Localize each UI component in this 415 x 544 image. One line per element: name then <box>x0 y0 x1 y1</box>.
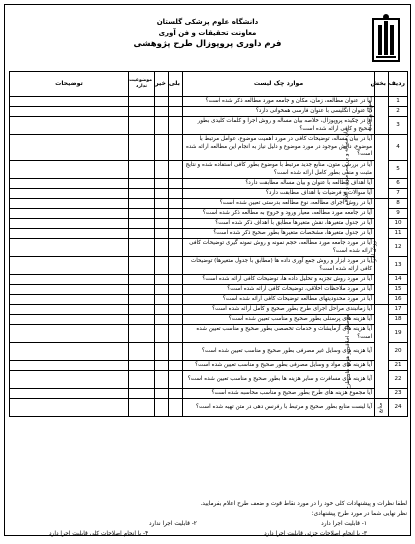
na-cell[interactable] <box>129 107 155 117</box>
notes-cell[interactable] <box>10 239 129 257</box>
checklist-item: آیا در مورد محدودیتهای مطالعه توضیحات کافی ارائه شده است؟ <box>183 295 375 305</box>
checklist-item: آیا هزینه های مواد و وسایل مصرفی بطور صحیح و مناسب تعیین شده است؟ <box>183 361 375 371</box>
table-row <box>10 209 408 219</box>
option-3: ۳- با انجام اصلاحات جزئی قابلیت اجرا دارد <box>264 531 367 537</box>
yes-cell[interactable] <box>169 361 183 371</box>
yes-cell[interactable] <box>169 325 183 343</box>
table-row <box>10 135 408 161</box>
row-number: 4 <box>389 135 408 161</box>
university-logo <box>372 13 400 63</box>
na-cell[interactable] <box>129 371 155 389</box>
notes-cell[interactable] <box>10 257 129 275</box>
no-cell[interactable] <box>155 189 169 199</box>
row-number: 8 <box>389 199 408 209</box>
notes-cell[interactable] <box>10 315 129 325</box>
na-cell[interactable] <box>129 343 155 361</box>
no-cell[interactable] <box>155 161 169 179</box>
header-no: خیر <box>155 72 169 97</box>
checklist-item: آیا هزینه های وسایل غیر مصرفی بطور صحیح و مناسب تعیین شده است؟ <box>183 343 375 361</box>
row-number: 11 <box>389 229 408 239</box>
header-bakhsh: بخش <box>375 72 389 97</box>
section-label-text: روش اجرا <box>371 240 378 263</box>
notes-cell[interactable] <box>10 199 129 209</box>
no-cell[interactable] <box>155 399 169 417</box>
na-cell[interactable] <box>129 179 155 189</box>
form-title: فرم داوری پروپوزال طرح پژوهشی <box>133 39 282 49</box>
row-number: 3 <box>389 117 408 135</box>
notes-cell[interactable] <box>10 229 129 239</box>
table-row <box>10 229 408 239</box>
checklist-item: آیا در چکیده پروپوزال، خلاصه بیان مساله و روش اجرا و کلمات کلیدی بطور صحیح و کافی ارائه شده است؟ <box>183 117 375 135</box>
no-cell[interactable] <box>155 219 169 229</box>
na-cell[interactable] <box>129 161 155 179</box>
notes-cell[interactable] <box>10 161 129 179</box>
yes-cell[interactable] <box>169 343 183 361</box>
yes-cell[interactable] <box>169 135 183 161</box>
notes-cell[interactable] <box>10 295 129 305</box>
yes-cell[interactable] <box>169 399 183 417</box>
row-number: 10 <box>389 219 408 229</box>
form-header <box>5 5 410 71</box>
yes-cell[interactable] <box>169 199 183 209</box>
na-cell[interactable] <box>129 361 155 371</box>
row-number: 5 <box>389 161 408 179</box>
table-row <box>10 219 408 229</box>
checklist-item: آیا در مورد ابزار و روش جمع آوری داده ها (مطابق با جدول متغیرها) توضیحات کافی ارائه شده است؟ <box>183 257 375 275</box>
no-cell[interactable] <box>155 389 169 399</box>
notes-cell[interactable] <box>10 305 129 315</box>
yes-cell[interactable] <box>169 371 183 389</box>
table-row <box>10 285 408 295</box>
section-label-text: ملاحظات اخلاقی و هزینه های طرح <box>344 313 351 390</box>
row-number: 20 <box>389 343 408 361</box>
table-row <box>10 389 408 399</box>
header-notes: توضیحات <box>10 72 129 97</box>
checklist-item: آیا عنوان انگلیسی با عنوان فارسی همخوانی دارد؟ <box>183 107 375 117</box>
form-footer <box>9 499 407 539</box>
table-row <box>10 97 408 107</box>
table-row <box>10 295 408 305</box>
na-cell[interactable] <box>129 135 155 161</box>
notes-cell[interactable] <box>10 219 129 229</box>
no-cell[interactable] <box>155 325 169 343</box>
checklist-item: آیا در جدول متغیرها، نقش متغیرها مطابق با اهداف ذکر شده است؟ <box>183 219 375 229</box>
section-label <box>371 199 389 305</box>
row-number: 18 <box>389 315 408 325</box>
na-cell[interactable] <box>129 209 155 219</box>
checklist-item: آیا هزینه های مسافرت و سایر هزینه ها بطور صحیح و مناسب تعیین شده است؟ <box>183 371 375 389</box>
na-cell[interactable] <box>129 97 155 107</box>
header-yes: بلی <box>169 72 183 97</box>
notes-cell[interactable] <box>10 399 129 417</box>
checklist-item: آیا در مورد ملاحظات اخلاقی، توضیحات کافی ارائه شده است؟ <box>183 285 375 295</box>
section-label-text: بیان مساله و بررسی متون و اهداف <box>343 128 350 205</box>
checklist-item: آیا در عنوان مطالعه، زمان، مکان و جامعه مورد مطالعه ذکر شده است؟ <box>183 97 375 107</box>
yes-cell[interactable] <box>169 229 183 239</box>
yes-cell[interactable] <box>169 107 183 117</box>
na-cell[interactable] <box>129 229 155 239</box>
option-2: ۲- قابلیت اجرا ندارد <box>149 521 197 527</box>
notes-cell[interactable] <box>10 179 129 189</box>
notes-cell[interactable] <box>10 285 129 295</box>
na-cell[interactable] <box>129 275 155 285</box>
checklist-item: آیا در جدول متغیرها، مشخصات متغیرها بطور صحیح ذکر شده است؟ <box>183 229 375 239</box>
notes-cell[interactable] <box>10 209 129 219</box>
no-cell[interactable] <box>155 285 169 295</box>
na-cell[interactable] <box>129 189 155 199</box>
na-cell[interactable] <box>129 219 155 229</box>
checklist-item: آیا زمانبندی مراحل اجرای طرح بطور صحیح و کامل ارائه شده است؟ <box>183 305 375 315</box>
yes-cell[interactable] <box>169 97 183 107</box>
table-header-row <box>10 72 408 97</box>
section-label <box>366 97 389 135</box>
checklist-item: آیا اهداف مطالعه با عنوان و بیان مساله مطابقت دارد؟ <box>183 179 375 189</box>
notes-cell[interactable] <box>10 97 129 107</box>
no-cell[interactable] <box>155 257 169 275</box>
row-number: 22 <box>389 371 408 389</box>
section-label-text: منابع <box>377 402 384 413</box>
notes-cell[interactable] <box>10 371 129 389</box>
table-row <box>10 107 408 117</box>
yes-cell[interactable] <box>169 239 183 257</box>
header-radif: ردیف <box>389 72 408 97</box>
checklist-item: آیا لیست منابع بطور صحیح و مرتبط با رفرنس دهی در متن تهیه شده است؟ <box>183 399 375 417</box>
row-number: 1 <box>389 97 408 107</box>
no-cell[interactable] <box>155 209 169 219</box>
notes-cell[interactable] <box>10 325 129 343</box>
form-page <box>4 4 411 536</box>
checklist-item: آیا در مورد جامعه مورد مطالعه، حجم نمونه و روش نمونه گیری توضیحات کافی ارائه شده است؟ <box>183 239 375 257</box>
checklist-item: آیا هزینه های آزمایشات و خدمات تخصصی بطور صحیح و مناسب تعیین شده است؟ <box>183 325 375 343</box>
section-label-text: عنوان و چکیده <box>366 99 373 132</box>
yes-cell[interactable] <box>169 389 183 399</box>
notes-cell[interactable] <box>10 361 129 371</box>
table-row <box>10 275 408 285</box>
footer-notes: لطفا نظرات و پیشنهادات کلی خود را در مورد نقاط قوت و ضعف طرح اعلام بفرمایید. <box>200 501 407 507</box>
no-cell[interactable] <box>155 315 169 325</box>
no-cell[interactable] <box>155 97 169 107</box>
no-cell[interactable] <box>155 107 169 117</box>
no-cell[interactable] <box>155 199 169 209</box>
no-cell[interactable] <box>155 343 169 361</box>
notes-cell[interactable] <box>10 117 129 135</box>
yes-cell[interactable] <box>169 189 183 199</box>
no-cell[interactable] <box>155 117 169 135</box>
no-cell[interactable] <box>155 229 169 239</box>
row-number: 15 <box>389 285 408 295</box>
na-cell[interactable] <box>129 325 155 343</box>
row-number: 2 <box>389 107 408 117</box>
notes-cell[interactable] <box>10 343 129 361</box>
table-row <box>10 239 408 257</box>
na-cell[interactable] <box>129 315 155 325</box>
notes-cell[interactable] <box>10 135 129 161</box>
checklist-item: آیا در روش اجرای مطالعه، نوع مطالعه بدرستی تعیین شده است؟ <box>183 199 375 209</box>
yes-cell[interactable] <box>169 117 183 135</box>
table-row <box>10 305 408 315</box>
row-number: 9 <box>389 209 408 219</box>
na-cell[interactable] <box>129 257 155 275</box>
no-cell[interactable] <box>155 275 169 285</box>
notes-cell[interactable] <box>10 275 129 285</box>
checklist-item: آیا هزینه های پرسنلی بطور صحیح و مناسب تعیین شده است؟ <box>183 315 375 325</box>
header-text <box>65 17 350 50</box>
yes-cell[interactable] <box>169 161 183 179</box>
checklist-table <box>9 71 408 417</box>
checklist-item: آیا در مورد روش تجزیه و تحلیل داده ها، توضیحات کافی ارائه شده است؟ <box>183 275 375 285</box>
checklist-item: آیا سوالات و فرضیات با اهداف مطابقت دارد؟ <box>183 189 375 199</box>
section-label <box>344 305 389 399</box>
row-number: 7 <box>389 189 408 199</box>
row-number: 17 <box>389 305 408 315</box>
row-number: 24 <box>389 399 408 417</box>
na-cell[interactable] <box>129 117 155 135</box>
yes-cell[interactable] <box>169 315 183 325</box>
checklist-item: آیا در جامعه مورد مطالعه، معیار ورود و خروج به مطالعه ذکر شده است؟ <box>183 209 375 219</box>
checklist-item: آیا مجموع هزینه های طرح بطور صحیح و مناسب محاسبه شده است؟ <box>183 389 375 399</box>
header-na: موضوعیت ندارد <box>129 72 155 97</box>
row-number: 19 <box>389 325 408 343</box>
yes-cell[interactable] <box>169 209 183 219</box>
option-4: ۴- با انجام اصلاحات کلی قابلیت اجرا دارد <box>49 531 149 537</box>
yes-cell[interactable] <box>169 275 183 285</box>
notes-cell[interactable] <box>10 389 129 399</box>
row-number: 16 <box>389 295 408 305</box>
footer-options-1 <box>9 519 407 529</box>
yes-cell[interactable] <box>169 295 183 305</box>
notes-cell[interactable] <box>10 189 129 199</box>
no-cell[interactable] <box>155 305 169 315</box>
na-cell[interactable] <box>129 399 155 417</box>
section-label <box>343 128 389 205</box>
yes-cell[interactable] <box>169 285 183 295</box>
row-number: 14 <box>389 275 408 285</box>
no-cell[interactable] <box>155 239 169 257</box>
checklist-item: آیا در بیان مساله، توضیحات کافی در مورد اهمیت موضوع، عوامل مرتبط با موضوع، دانش موجود در مورد موضوع و دلیل نیاز به انجام این مطالعه ارائه شده است؟ <box>183 135 375 161</box>
footer-suggestion: نظر نهایی شما در مورد طرح پیشنهادی: <box>311 511 407 517</box>
no-cell[interactable] <box>155 371 169 389</box>
checklist-item: آیا در بررسی متون، منابع جدید مرتبط با موضوع بطور کافی استفاده شده و نتایج مثبت و منفی بطور کامل ارائه شده است؟ <box>183 161 375 179</box>
yes-cell[interactable] <box>169 305 183 315</box>
option-1: ۱- قابلیت اجرا دارد <box>321 521 367 527</box>
vice-chancellor: معاونت تحقیقات و فن آوری <box>158 29 257 37</box>
yes-cell[interactable] <box>169 257 183 275</box>
table-row <box>10 399 408 417</box>
footer-options-2 <box>9 529 407 539</box>
na-cell[interactable] <box>129 199 155 209</box>
na-cell[interactable] <box>129 285 155 295</box>
row-number: 21 <box>389 361 408 371</box>
yes-cell[interactable] <box>169 219 183 229</box>
row-number: 12 <box>389 239 408 257</box>
notes-cell[interactable] <box>10 107 129 117</box>
no-cell[interactable] <box>155 361 169 371</box>
na-cell[interactable] <box>129 389 155 399</box>
header-items: موارد چک لیست <box>183 72 375 97</box>
no-cell[interactable] <box>155 135 169 161</box>
yes-cell[interactable] <box>169 179 183 189</box>
row-number: 6 <box>389 179 408 189</box>
na-cell[interactable] <box>129 305 155 315</box>
section-label <box>375 399 389 417</box>
university-name: دانشگاه علوم پزشکی گلستان <box>156 18 259 26</box>
row-number: 13 <box>389 257 408 275</box>
na-cell[interactable] <box>129 295 155 305</box>
no-cell[interactable] <box>155 295 169 305</box>
na-cell[interactable] <box>129 239 155 257</box>
row-number: 23 <box>389 389 408 399</box>
table-row <box>10 257 408 275</box>
no-cell[interactable] <box>155 179 169 189</box>
